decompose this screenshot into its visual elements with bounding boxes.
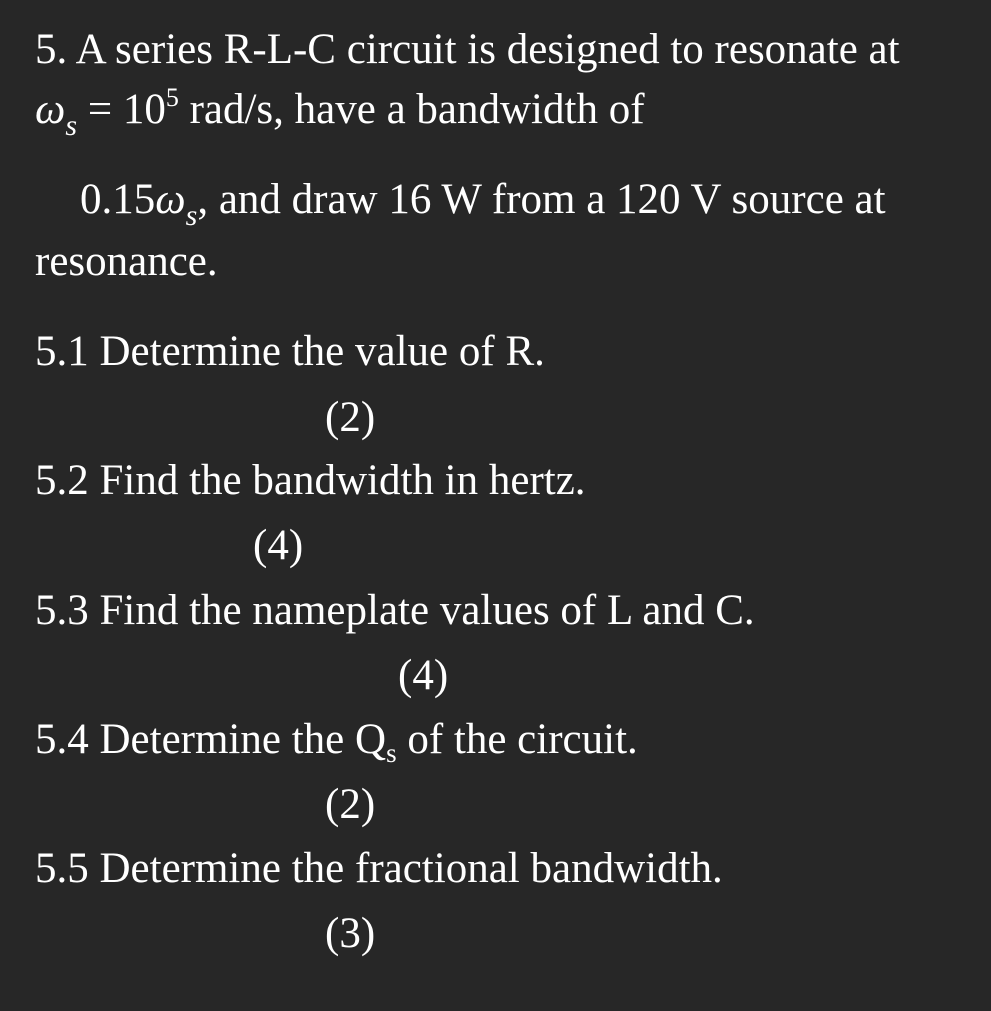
question-line-4: resonance. <box>35 238 218 285</box>
part-5-2-marks: (4) <box>253 522 304 569</box>
part-5-4-before: 5.4 Determine the Q <box>35 716 387 763</box>
omega-subscript: s <box>65 109 78 142</box>
question-line-1: 5. A series R-L-C circuit is designed to resonate at <box>35 26 900 73</box>
part-5-1-text: 5.1 Determine the value of R. <box>35 328 545 375</box>
exponent: 5 <box>165 83 179 112</box>
part-5-5-marks: (3) <box>325 910 376 957</box>
part-5-2-text: 5.2 Find the bandwidth in hertz. <box>35 457 586 504</box>
question-line-2 <box>35 83 645 142</box>
q-subscript: s <box>386 738 397 768</box>
part-5-5-text: 5.5 Determine the fractional bandwidth. <box>35 845 723 892</box>
question-line-3 <box>80 176 886 232</box>
omega-symbol: ω <box>35 86 66 133</box>
part-5-4-text <box>35 716 638 768</box>
omega-symbol: ω <box>155 176 186 223</box>
part-5-3-marks: (4) <box>398 652 449 699</box>
part-5-1-marks: (2) <box>325 394 376 441</box>
part-5-3-text: 5.3 Find the nameplate values of L and C. <box>35 587 755 634</box>
part-5-4-marks: (2) <box>325 781 376 828</box>
line-3-prefix: 0.15 <box>80 176 156 223</box>
part-5-4-after: of the circuit. <box>396 716 638 763</box>
line-3-rest: , and draw 16 W from a 120 V source at <box>197 176 886 223</box>
line-2-rest: rad/s, have a bandwidth of <box>178 86 645 133</box>
equals-base: = 10 <box>77 86 166 133</box>
omega-subscript: s <box>185 199 198 232</box>
